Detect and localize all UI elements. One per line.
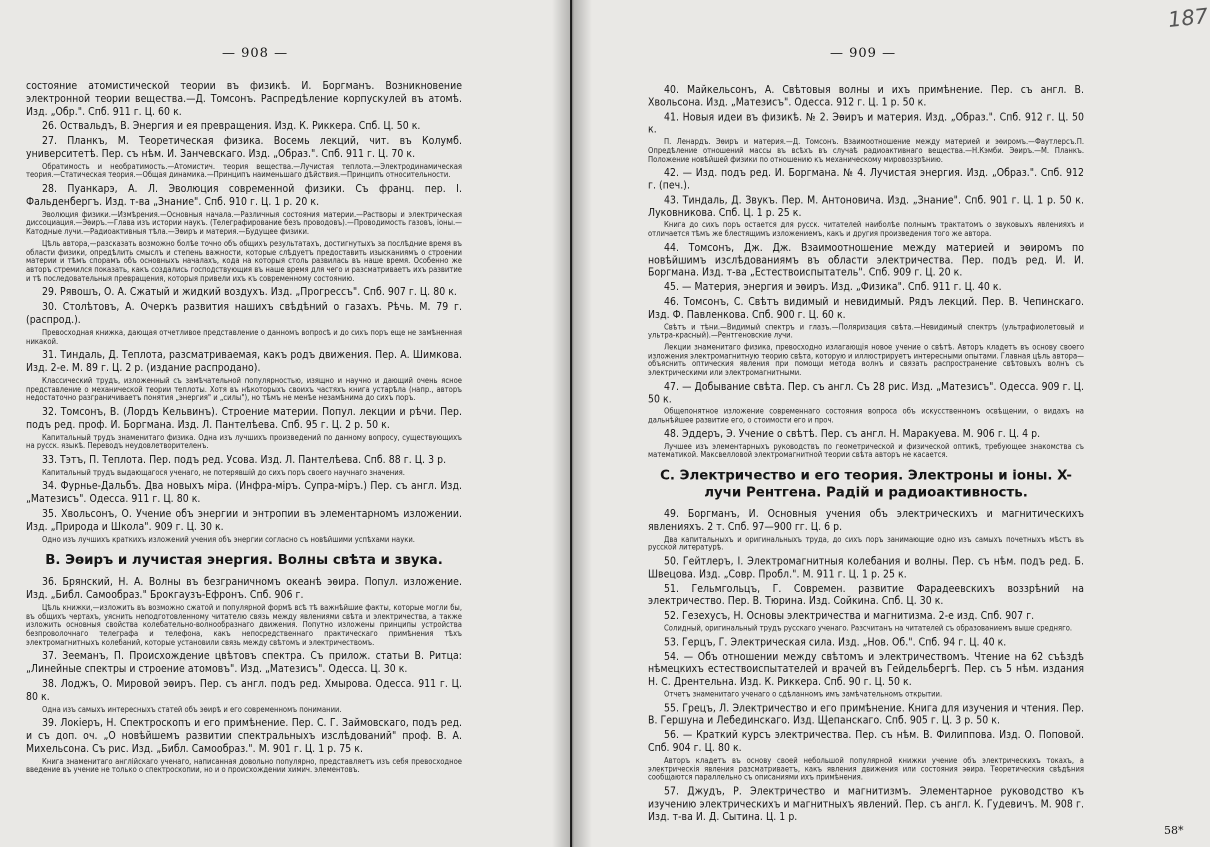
bibliography-entry: 56. — Краткий курсъ электричества. Пер. съ нѣм. В. Филиппова. Изд. О. Поповой. Спб. 904 г. Ц. 80 к. xyxy=(648,729,1084,755)
bibliography-entry: 36. Брянский, Н. А. Волны въ безграничномъ океанѣ эѳира. Попул. изложение. Изд. „Библ. Самообраз." Брокгаузъ-Ефронъ. Спб. 906 г. xyxy=(26,576,462,602)
bibliography-entry: 39. Локіеръ, Н. Спектроскопъ и его примѣнение. Пер. С. Г. Займовскаго, подъ ред. и съ доп. оч. „О новѣйшемъ развитии спектральныхъ изслѣдований" проф. В. А. Михельсона. Съ рис. Изд. „Библ. Самообраз.". М. 901 г. Ц. 1 р. 75 к. xyxy=(26,717,462,755)
handwritten-page-mark: 187 xyxy=(1166,3,1210,33)
bibliography-entry: 46. Томсонъ, С. Свѣтъ видимый и невидимый. Рядъ лекций. Пер. В. Чепинскаго. Изд. Ф. Павленкова. Спб. 900 г. Ц. 60 к. xyxy=(648,296,1084,321)
bibliography-entry: 28. Пуанкарэ, А. Л. Эволюция современной физики. Съ франц. пер. І. Фальденбергъ. Изд. т-ва „Знание". Спб. 910 г. Ц. 1 р. 20 к. xyxy=(26,183,462,208)
annotation-text: Эволюция физики.—Измѣрения.—Основныя начала.—Различныя состояния материи.—Растворы и электрическая диссоциация.—Эѳиръ.—Глава изъ истории наукъ. (Телеграфирование безъ проводовъ).—Проводимость газовъ, іоны.—Катодные лучи.—Радиоактивныя тѣла.—Эѳиръ и материя.—Будущее физики. xyxy=(26,209,462,237)
bibliography-entry: 42. — Изд. подъ ред. И. Боргмана. № 4. Лучистая энергия. Изд. „Образ.". Спб. 912 г. (печ.). xyxy=(648,167,1084,192)
section-heading: С. Электричество и его теория. Электроны и іоны. X-лучи Рентгена. Радій и радиоактивность. xyxy=(660,468,1072,501)
annotation-text: Книга знаменитаго англійскаго ученаго, написанная довольно популярно, представляетъ изъ себя превосходное введение въ учение не только о спектроскопии, но и о происхождении химич. элементовъ. xyxy=(26,756,462,775)
left-page xyxy=(0,0,570,847)
bibliography-entry: 55. Грецъ, Л. Электричество и его примѣнение. Книга для изучения и чтения. Пер. В. Гершуна и Лебединскаго. Изд. Щепанскаго. Спб. 905 г. Ц. 3 р. 50 к. xyxy=(648,702,1084,727)
annotation-text: Капитальный трудъ выдающагося ученаго, не потерявшій до сихъ поръ своего научнаго значения. xyxy=(42,467,405,477)
bibliography-entry: 43. Тиндаль, Д. Звукъ. Пер. М. Антоновича. Изд. „Знание". Спб. 901 г. Ц. 1 р. 50 к. Луковникова. Спб. Ц. 1 р. 25 к. xyxy=(648,194,1084,219)
bibliography-entry: 54. — Объ отношении между свѣтомъ и электричествомъ. Чтение на 62 съѣздѣ нѣмецкихъ естествоиспытателей и врачей въ Гейдельбергѣ. Пер. съ 5 нѣм. издания Н. С. Дрентельна. Изд. К. Риккера. Спб. 90 г. Ц. 50 к. xyxy=(648,650,1084,689)
annotation-text: Лекции знаменитаго физика, превосходно излагающія новое учение о свѣтѣ. Авторъ кладетъ въ основу своего изложения электромагнитную теорию свѣта, которую и иллюстрируетъ интересными опытами. Главная цѣль автора—объяснить оптическия явления при помощи метода волнъ и связать распространение свѣтовыхъ волнъ съ электрическими или электромагнитными. xyxy=(648,342,1085,378)
bibliography-entry: 37. Зееманъ, П. Происхождение цвѣтовъ спектра. Съ прилож. статьи В. Ритца: „Линейные спектры и строение атомовъ". Изд. „Матезисъ". Одесса. Ц. 30 к. xyxy=(26,650,462,676)
section-heading: В. Эѳиръ и лучистая энергия. Волны свѣта и звука. xyxy=(45,553,443,569)
bibliography-entry: 32. Томсонъ, В. (Лордъ Кельвинъ). Строение материи. Попул. лекции и рѣчи. Пер. подъ ред. проф. И. Боргмана. Изд. Л. Пантелѣева. Спб. 95 г. Ц. 2 р. 50 к. xyxy=(26,405,462,431)
bibliography-entry: 57. Джудъ, Р. Электричество и магнитизмъ. Элементарное руководство къ изучению электрическихъ и магнитныхъ явлений. Пер. съ англ. К. Гудевичъ. М. 908 г. Изд. т-ва И. Д. Сытина. Ц. 1 р. xyxy=(648,785,1084,823)
annotation-text: Лучшее изъ элементарныхъ руководствъ по геометрической и физической оптикѣ, требующее знакомства съ математикой. Максвелловой электромагнитной теории свѣта авторъ не касается. xyxy=(648,441,1084,460)
bibliography-entry: 47. — Добывание свѣта. Пер. съ англ. Съ 28 рис. Изд. „Матезисъ". Одесса. 909 г. Ц. 50 к. xyxy=(648,380,1084,406)
page-number: — 908 — xyxy=(222,46,289,61)
bibliography-entry: 38. Лоджъ, О. Мировой эѳиръ. Пер. съ англ. подъ ред. Хмырова. Одесса. 911 г. Ц. 80 к. xyxy=(26,678,462,703)
page-number: — 909 — xyxy=(830,46,897,61)
right-column xyxy=(648,84,1084,825)
annotation-text: Цѣль автора,—разсказать возможно болѣе точно объ общихъ результатахъ, достигнутыхъ за послѣдние время въ области физики, опредѣлить смыслъ и степень важности, которые слѣдуетъ предоставить изысканиямъ о строении материи и тѣмъ спорамъ объ основныхъ началахъ, кода на которыя столь развилась въ наше время. Особенно же авторъ стремился показать, какъ создались господствующия въ наше время для чего и разсматриваетъ ихъ развитие и тѣ последовательныя превращения, которыя привели ихъ къ современному состоянию. xyxy=(26,238,462,283)
annotation-text: Два капитальныхъ и оригинальныхъ труда, до сихъ поръ занимающие одно изъ самыхъ почетныхъ мѣстъ въ русской литературѣ. xyxy=(648,534,1084,553)
annotation-text: Отчетъ знаменитаго ученаго о сдѣланномъ имъ замѣчательномъ открытии. xyxy=(664,689,943,699)
bibliography-entry: 41. Новыя идеи въ физикѣ. № 2. Эѳиръ и материя. Изд. „Образ.". Спб. 912 г. Ц. 50 к. xyxy=(648,111,1084,136)
left-column xyxy=(26,80,462,778)
annotation-text: Превосходная книжка, дающая отчетливое представление о данномъ вопросѣ и до сихъ поръ еще не замѣненная никакой. xyxy=(26,327,462,346)
annotation-text: Одно изъ лучшихъ краткихъ изложений учения объ энергии согласно съ новѣйшими успѣхами науки. xyxy=(42,534,415,544)
bibliography-entry: состояние атомистической теории въ физикѣ. И. Боргманъ. Возникновение электронной теории вещества.—Д. Томсонъ. Распредѣление корпускулей въ атомѣ. Изд. „Обр.". Спб. 911 г. Ц. 60 к. xyxy=(26,80,462,118)
right-page xyxy=(572,0,1210,847)
bibliography-entry: 52. Гезехусъ, Н. Основы электричества и магнитизма. 2-е изд. Спб. 907 г. xyxy=(664,610,1035,623)
bibliography-entry: 30. Столѣтовъ, А. Очеркъ развития нашихъ свѣдѣний о газахъ. Рѣчь. М. 79 г. (распрод.). xyxy=(26,301,462,326)
annotation-text: Одна изъ самыхъ интересныхъ статей объ эѳирѣ и его современномъ понимании. xyxy=(42,704,342,714)
bibliography-entry: 50. Гейтлеръ, І. Электромагнитныя колебания и волны. Пер. съ нѣм. подъ ред. Б. Швецова. Изд. „Совр. Пробл.". М. 911 г. Ц. 1 р. 25 к. xyxy=(648,555,1084,581)
bibliography-entry: 49. Боргманъ, И. Основныя учения объ электрическихъ и магнитическихъ явленияхъ. 2 т. Спб. 97—900 гг. Ц. 6 р. xyxy=(648,508,1084,533)
signature-mark: 58* xyxy=(1164,824,1184,837)
annotation-text: Капитальный трудъ знаменитаго физика. Одна изъ лучшихъ произведений по данному вопросу, существующихъ на русск. языкѣ. Переводъ неудовлетворителенъ. xyxy=(26,432,462,451)
annotation-text: Книга до сихъ поръ остается для русск. читателей наиболѣе полнымъ трактатомъ о звуковыхъ явленияхъ и отличается тѣмъ же блестящимъ изложениемъ, какъ и другия произведения того же автора. xyxy=(648,220,1084,239)
bibliography-entry: 45. — Материя, энергия и эѳиръ. Изд. „Физика". Спб. 911 г. Ц. 40 к. xyxy=(664,281,1002,294)
bibliography-entry: 51. Гельмгольцъ, Г. Современ. развитие Фарадеевскихъ воззрѣний на электричество. Пер. В. Тюрина. Изд. Сойкина. Спб. Ц. 30 к. xyxy=(648,582,1084,608)
bibliography-entry: 40. Майкельсонъ, А. Свѣтовыя волны и ихъ примѣнение. Пер. съ англ. В. Хвольсона. Изд. „Матезисъ". Одесса. 912 г. Ц. 1 р. 50 к. xyxy=(648,84,1084,109)
bibliography-entry: 53. Герцъ, Г. Электрическая сила. Изд. „Нов. Об.". Спб. 94 г. Ц. 40 к. xyxy=(664,636,1007,649)
annotation-text: Авторъ кладетъ въ основу своей небольшой популярной книжки учение объ электрическихъ токахъ, а электрическія явления разсматриваетъ, какъ явления движения или состояния эѳира. Теоретическия свѣдѣния сообщаются параллельно съ описаниями ихъ примѣнения. xyxy=(648,755,1084,782)
bibliography-entry: 26. Оствальдъ, В. Энергия и ея превращения. Изд. К. Риккера. Спб. Ц. 50 к. xyxy=(42,120,421,133)
bibliography-entry: 29. Рявошъ, О. А. Сжатый и жидкий воздухъ. Изд. „Прогрессъ". Спб. 907 г. Ц. 80 к. xyxy=(42,286,457,299)
bibliography-entry: 31. Тиндаль, Д. Теплота, разсматриваемая, какъ родъ движения. Пер. А. Шимкова. Изд. 2-е. М. 89 г. Ц. 2 р. (издание распродано). xyxy=(26,349,462,374)
bibliography-entry: 35. Хвольсонъ, О. Учение объ энергии и энтропии въ элементарномъ изложении. Изд. „Природа и Школа". 909 г. Ц. 30 к. xyxy=(26,508,462,533)
annotation-text: Солидный, оригинальный трудъ русскаго ученаго. Разсчитанъ на читателей съ образованиемъ выше средняго. xyxy=(664,623,1073,633)
annotation-text: П. Ленардъ. Эѳиръ и материя.—Д. Томсонъ. Взаимоотношение между материей и эѳиромъ.—Фаутлерсъ.П. Опредѣление отношений массы въ всѣхъ въ случаѣ радиоактивнаго вещества.—Н.Кэмби. Эѳиръ.—М. Планкъ. Положение новѣйшей физики по отношению къ механическому мировоззрѣнию. xyxy=(648,137,1084,164)
annotation-text: Цѣль книжки,—изложить въ возможно сжатой и популярной формѣ всѣ тѣ важнѣйшие факты, которые могли бы, въ общихъ чертахъ, уяснить неподготовленному читателю связь между явлениями свѣта и электричества, а также изложить основныя свойства колебательно-волнообразнаго движения. Попутно изложены принципы устройства безпроволочнаго телеграфа и телефона, какъ непосредственнаго практическаго примѣнения тѣхъ электромагнитныхъ колебаний, которые установили связь между свѣтомъ и электричествомъ. xyxy=(26,602,462,647)
annotation-text: Свѣтъ и тѣни.—Видимый спектръ и глазъ.—Поляризация свѣта.—Невидимый спектръ (ультрафиолетовый и ультра-красный).—Рентгеновские лучи. xyxy=(648,322,1084,340)
bibliography-entry: 27. Планкъ, М. Теоретическая физика. Восемь лекций, чит. въ Колумб. университетѣ. Пер. съ нѣм. И. Занчевскаго. Изд. „Образ.". Спб. 911 г. Ц. 70 к. xyxy=(26,135,462,160)
bibliography-entry: 44. Томсонъ, Дж. Дж. Взаимоотношение между материей и эѳиромъ по новѣйшимъ изслѣдованиямъ въ области электричества. Пер. подъ ред. И. И. Боргмана. Изд. т-ва „Естествоиспытатель". Спб. 909 г. Ц. 20 к. xyxy=(648,241,1084,279)
annotation-text: Общепонятное изложение современнаго состояния вопроса объ искусственномъ освѣщении, о видахъ на дальнѣйшее развитие его, о стоимости его и проч. xyxy=(648,407,1084,425)
bibliography-entry: 34. Фурнье-Дальбъ. Два новыхъ міра. (Инфра-міръ. Супра-міръ.) Пер. съ англ. Изд. „Матезисъ". Одесса. 911 г. Ц. 80 к. xyxy=(26,480,462,506)
bibliography-entry: 33. Тэтъ, П. Теплота. Пер. подъ ред. Усова. Изд. Л. Пантелѣева. Спб. 88 г. Ц. 3 р. xyxy=(42,453,447,466)
bibliography-entry: 48. Эддеръ, Э. Учение о свѣтѣ. Пер. съ англ. Н. Маракуева. М. 906 г. Ц. 4 р. xyxy=(664,428,1041,441)
annotation-text: Классический трудъ, изложенный съ замѣчательной популярностью, изящно и научно и дающий очень ясное представление о механической теории теплоты. Хотя въ нѣкоторыхъ своихъ частяхъ книга устарѣла (напр., авторъ недостаточно разграничиваетъ понятия „энергия" и „силы"), но тѣмъ не менѣе незамѣнима до сихъ поръ. xyxy=(26,375,462,403)
annotation-text: Обратимость и необратимость.—Атомистич. теория вещества.—Лучистая теплота.—Электродинамическая теория.—Статическая теория.—Общая динамика.—Принципъ наименьшаго дѣйствия.—Принципъ относительности. xyxy=(26,161,462,180)
